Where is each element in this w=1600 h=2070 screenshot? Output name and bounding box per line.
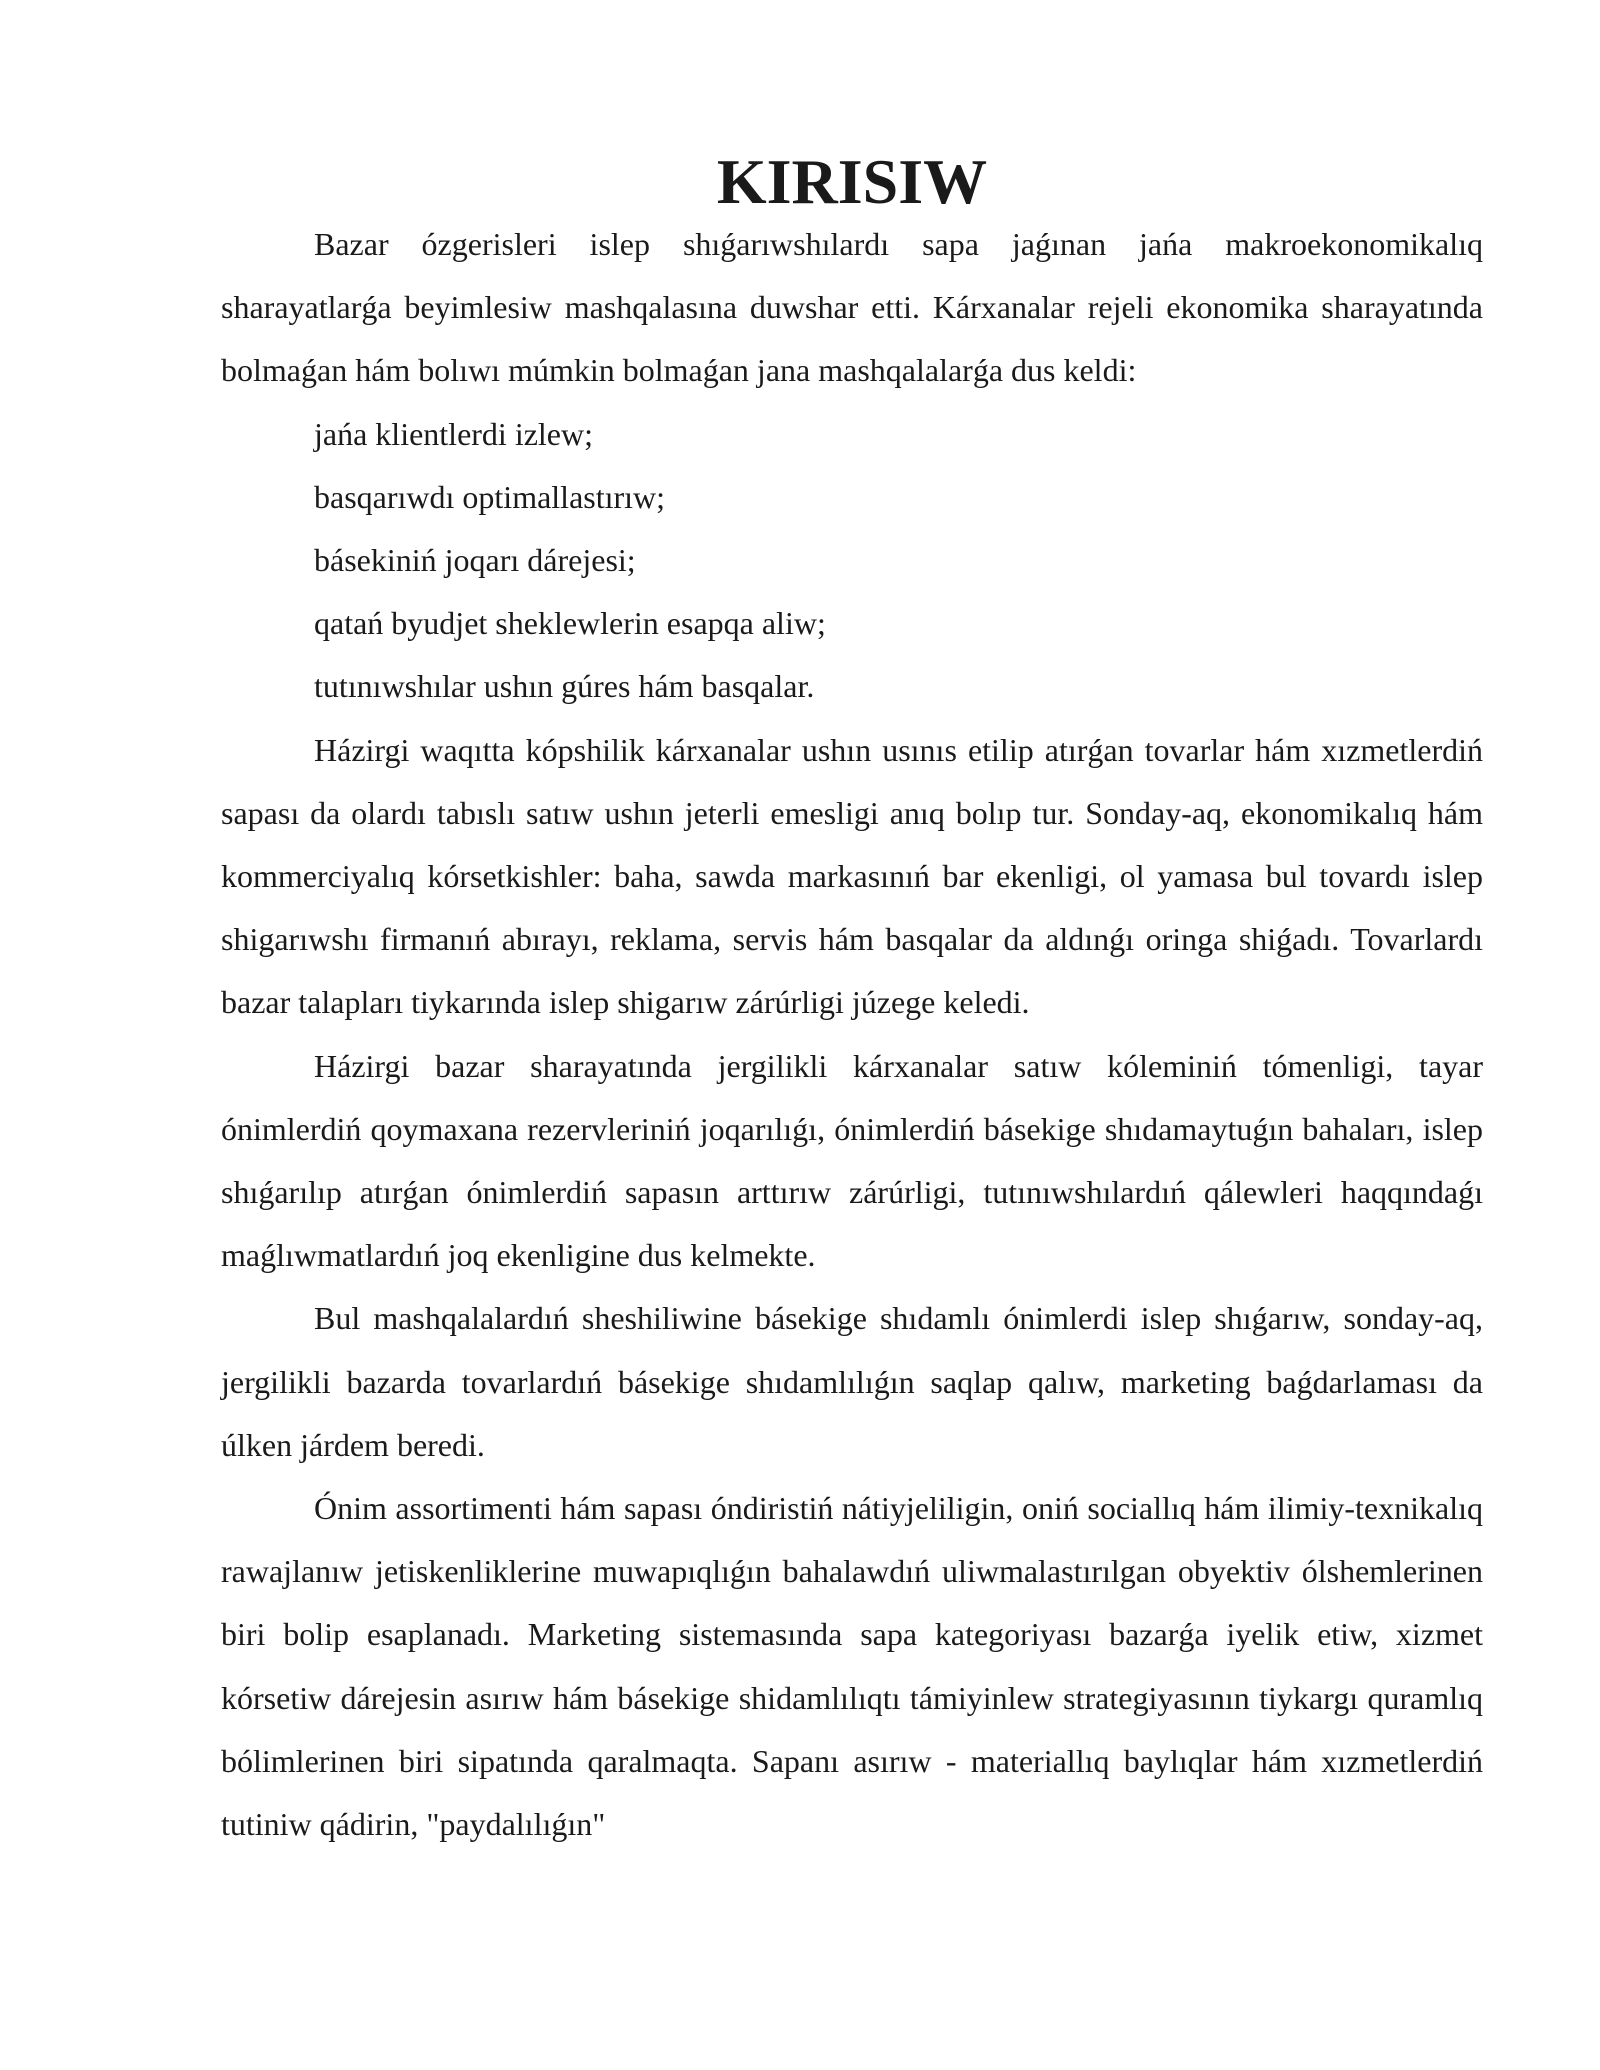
list-item: jańa klientlerdi izlew; [314,415,593,452]
list-item: tutınıwshılar ushın gúres hám basqalar. [314,668,815,705]
challenges-list [221,403,1483,719]
document-page [221,146,1483,1856]
list-item: qatań byudjet sheklewlerin esapqa aliw; [314,605,826,642]
list-item: basqarıwdı optimallastırıw; [314,478,666,515]
body-paragraph: Ónim assortimenti hám sapası óndiristiń nátiyjeliligin, oniń sociallıq hám ilimiy-texnikalıq rawajlanıw jetiskenliklerine muwapıqlıǵın bahalawdıń uliwmalastırılgan obyektiv ólshemlerinen biri bolip esaplanadı. Marketing sistemasında sapa kategoriyası bazarǵa iyelik etiw, xizmet kórsetiw dárejesin asırıw hám básekige shidamlılıqtı támiyinlew strategiyasının tiykargı quramlıq bólimlerinen biri sipatında qaralmaqta. Sapanı asırıw - materiallıq baylıqlar hám xızmetlerdiń tutiniw qádirin, "paydalılıǵın" [221,1490,1483,1843]
intro-paragraph: Bazar ózgerisleri islep shıǵarıwshılardı sapa jaǵınan jańa makroekonomikalıq sharayatlarǵa beyimlesiw mashqalasına duwshar etti. Kárxanalar rejeli ekonomika sharayatında bolmaǵan hám bolıwı múmkin bolmaǵan jana mashqalalarǵa dus keldi: [221,226,1483,389]
body-paragraph: Házirgi bazar sharayatında jergilikli kárxanalar satıw kóleminiń tómenligi, tayar ónimlerdiń qoymaxana rezervleriniń joqarılıǵı, ónimlerdiń básekige shıdamaytuǵın bahaları, islep shıǵarılıp atırǵan ónimlerdiń sapasın arttırıw zárúrligi, tutınıwshılardıń qálewleri haqqındaǵı maǵlıwmatlardıń joq ekenligine dus kelmekte. [221,1047,1483,1274]
document-title: KIRISIW [716,146,988,217]
list-item: básekiniń joqarı dárejesi; [314,542,636,579]
body-paragraph: Házirgi waqıtta kópshilik kárxanalar ushın usınıs etilip atırǵan tovarlar hám xızmetlerdiń sapası da olardı tabıslı satıw ushın jeterli emesligi anıq bolıp tur. Sonday-aq, ekonomikalıq hám kommerciyalıq kórsetkishler: baha, sawda markasınıń bar ekenligi, ol yamasa bul tovardı islep shigarıwshı firmanıń abırayı, reklama, servis hám basqalar da aldınǵı oringa shiǵadı. Tovarlardı bazar talapları tiykarında islep shigarıw zárúrligi júzege keledi. [221,731,1483,1021]
body-paragraph: Bul mashqalalardıń sheshiliwine básekige shıdamlı ónimlerdi islep shıǵarıw, sonday-aq, jergilikli bazarda tovarlardıń básekige shıdamlılıǵın saqlap qalıw, marketing baǵdarlaması da úlken járdem beredi. [221,1300,1483,1463]
